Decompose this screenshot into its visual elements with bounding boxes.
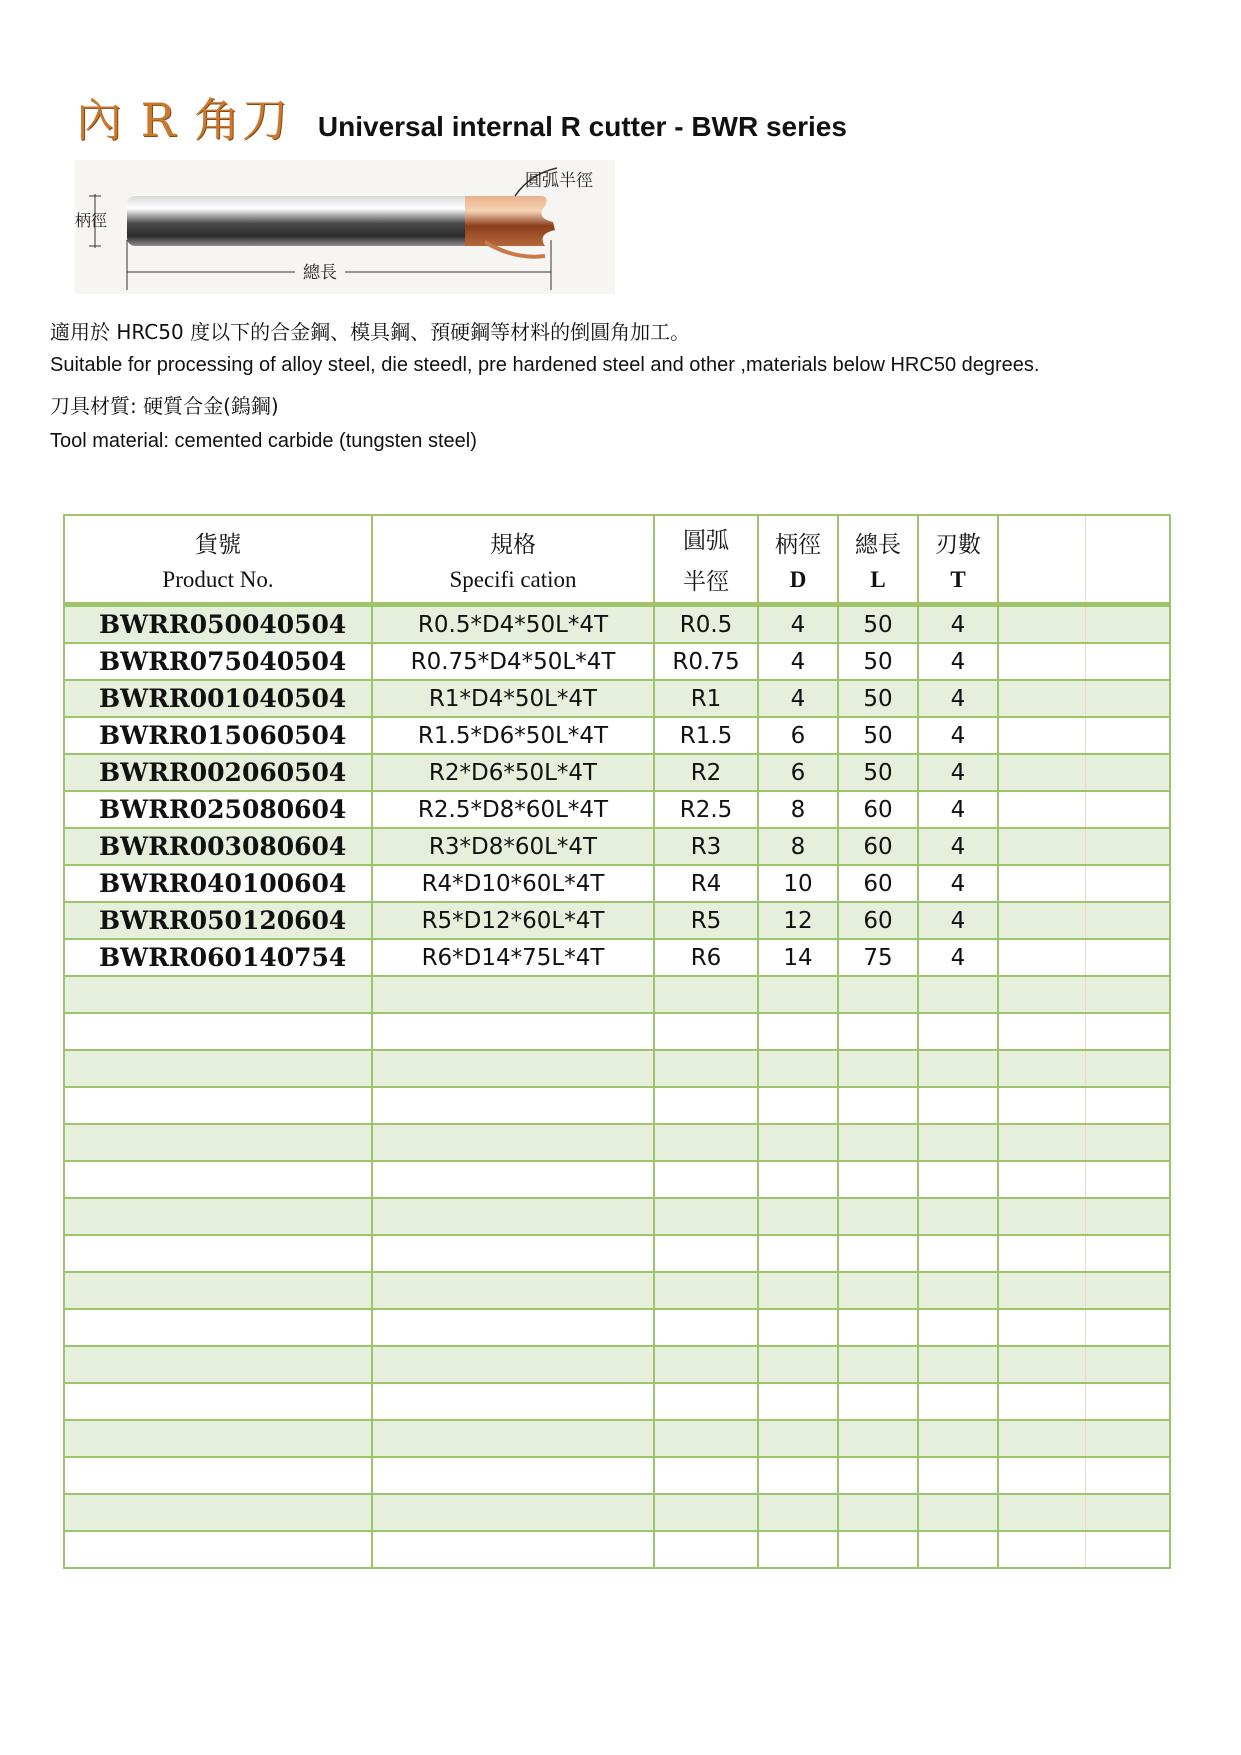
arc-radius-cell [654, 1198, 758, 1235]
blank-cell [998, 902, 1170, 939]
table-row [64, 643, 1170, 680]
arc-radius-cell [654, 1457, 758, 1494]
flutes-cell [918, 1346, 998, 1383]
header-product-no [64, 515, 372, 605]
flutes-cell [918, 976, 998, 1013]
product-no-cell [64, 1013, 372, 1050]
table-row [64, 605, 1170, 644]
table-header-row [64, 515, 1170, 605]
length-cell [838, 1420, 918, 1457]
header-length [838, 515, 918, 605]
blank-cell [998, 828, 1170, 865]
flutes-cell [918, 1087, 998, 1124]
length-cell [838, 1235, 918, 1272]
blank-cell [998, 717, 1170, 754]
cutter-shank [127, 196, 515, 246]
flutes-cell [918, 1309, 998, 1346]
flutes-cell [918, 1457, 998, 1494]
specification-cell: R0.5*D4*50L*4T [372, 605, 654, 644]
header-label-en: L [870, 566, 886, 592]
header-arc-radius [654, 515, 758, 605]
arc-radius-cell [654, 976, 758, 1013]
table-row [64, 1420, 1170, 1457]
material-cn: 刀具材質: 硬質合金(鎢鋼) [50, 394, 279, 418]
product-no-cell [64, 1494, 372, 1531]
length-cell: 50 [838, 717, 918, 754]
table-row [64, 1494, 1170, 1531]
header-label-en: 半徑 [683, 569, 729, 595]
shank-dia-cell [758, 1531, 838, 1568]
table-row [64, 717, 1170, 754]
flutes-cell [918, 1235, 998, 1272]
product-no-cell [64, 1420, 372, 1457]
specification-cell: R2.5*D8*60L*4T [372, 791, 654, 828]
shank-dia-cell [758, 1383, 838, 1420]
product-no-cell: BWRR060140754 [64, 939, 372, 976]
arc-radius-cell [654, 1420, 758, 1457]
length-cell: 60 [838, 828, 918, 865]
header-label-en: Specifi cation [449, 566, 577, 592]
header-label-en: Product No. [162, 566, 274, 592]
flutes-cell [918, 1383, 998, 1420]
shank-dia-cell: 14 [758, 939, 838, 976]
shank-dia-cell [758, 1161, 838, 1198]
flutes-cell [918, 1050, 998, 1087]
blank-cell [998, 1272, 1170, 1309]
product-no-cell [64, 1050, 372, 1087]
blank-cell [998, 605, 1170, 644]
flutes-cell [918, 1124, 998, 1161]
arc-radius-cell: R1.5 [654, 717, 758, 754]
length-cell: 50 [838, 643, 918, 680]
blank-cell [998, 1383, 1170, 1420]
arc-radius-cell: R5 [654, 902, 758, 939]
specification-cell: R1*D4*50L*4T [372, 680, 654, 717]
blank-cell [998, 1457, 1170, 1494]
label-total-length: 總長 [303, 263, 337, 283]
label-shank-diameter: 柄徑 [75, 211, 108, 230]
header-blank [998, 515, 1170, 605]
product-no-cell: BWRR002060504 [64, 754, 372, 791]
shank-dia-cell [758, 1087, 838, 1124]
arc-radius-cell [654, 1309, 758, 1346]
product-no-cell [64, 1531, 372, 1568]
flutes-cell: 4 [918, 902, 998, 939]
shank-dia-cell [758, 1420, 838, 1457]
blank-cell [998, 1346, 1170, 1383]
product-no-cell [64, 1124, 372, 1161]
table-row [64, 902, 1170, 939]
length-cell: 75 [838, 939, 918, 976]
specification-cell: R3*D8*60L*4T [372, 828, 654, 865]
table-row [64, 791, 1170, 828]
length-cell [838, 1124, 918, 1161]
arc-radius-cell [654, 1494, 758, 1531]
blank-cell [998, 643, 1170, 680]
flutes-cell [918, 1013, 998, 1050]
table-row [64, 1235, 1170, 1272]
specification-cell: R0.75*D4*50L*4T [372, 643, 654, 680]
flutes-cell [918, 1420, 998, 1457]
label-arc-radius: 圓弧半徑 [525, 171, 593, 191]
flutes-cell [918, 1161, 998, 1198]
cutter-coated-head [465, 196, 555, 246]
product-no-cell [64, 1235, 372, 1272]
specification-cell: R2*D6*50L*4T [372, 754, 654, 791]
arc-radius-cell [654, 1346, 758, 1383]
flutes-cell: 4 [918, 754, 998, 791]
table-row [64, 1013, 1170, 1050]
table-row [64, 1272, 1170, 1309]
table-row [64, 1457, 1170, 1494]
shank-dia-cell: 12 [758, 902, 838, 939]
table-row [64, 1124, 1170, 1161]
specification-cell: R5*D12*60L*4T [372, 902, 654, 939]
table-row [64, 1346, 1170, 1383]
length-cell: 60 [838, 791, 918, 828]
table-row [64, 939, 1170, 976]
shank-dia-cell [758, 1235, 838, 1272]
specification-cell [372, 976, 654, 1013]
flutes-cell: 4 [918, 791, 998, 828]
shank-dia-cell [758, 1494, 838, 1531]
product-no-cell [64, 1198, 372, 1235]
length-cell [838, 1087, 918, 1124]
shank-dia-cell: 10 [758, 865, 838, 902]
blank-cell [998, 1420, 1170, 1457]
shank-dia-cell: 6 [758, 717, 838, 754]
specification-cell [372, 1494, 654, 1531]
specification-cell [372, 1346, 654, 1383]
header-label-cn: 刃數 [935, 531, 981, 558]
length-cell [838, 1494, 918, 1531]
shank-dia-cell: 8 [758, 828, 838, 865]
product-no-cell [64, 1457, 372, 1494]
flutes-cell: 4 [918, 865, 998, 902]
blank-cell [998, 1494, 1170, 1531]
product-no-cell [64, 1346, 372, 1383]
shank-dia-cell: 6 [758, 754, 838, 791]
specification-cell [372, 1198, 654, 1235]
table-row [64, 1309, 1170, 1346]
blank-cell [998, 1124, 1170, 1161]
blank-cell [998, 865, 1170, 902]
shank-dia-cell [758, 1050, 838, 1087]
spec-table [63, 514, 1171, 1569]
specification-cell [372, 1235, 654, 1272]
arc-radius-cell: R2 [654, 754, 758, 791]
length-cell [838, 1272, 918, 1309]
length-cell: 60 [838, 902, 918, 939]
header-flutes [918, 515, 998, 605]
product-no-cell [64, 1272, 372, 1309]
arc-radius-cell [654, 1531, 758, 1568]
length-cell: 50 [838, 605, 918, 644]
blank-cell [998, 791, 1170, 828]
shank-dia-cell: 4 [758, 680, 838, 717]
product-no-cell: BWRR075040504 [64, 643, 372, 680]
page-header [76, 84, 847, 147]
shank-dia-cell [758, 1124, 838, 1161]
blank-cell [998, 939, 1170, 976]
length-cell [838, 1531, 918, 1568]
flutes-cell [918, 1198, 998, 1235]
specification-cell: R6*D14*75L*4T [372, 939, 654, 976]
title-english: Universal internal R cutter - BWR series [317, 111, 847, 142]
blank-cell [998, 1050, 1170, 1087]
header-label-en: T [950, 566, 966, 592]
shank-dia-cell [758, 1013, 838, 1050]
table-row [64, 1161, 1170, 1198]
arc-radius-cell [654, 1124, 758, 1161]
length-cell [838, 1346, 918, 1383]
shank-dia-cell [758, 1457, 838, 1494]
shank-dia-cell [758, 976, 838, 1013]
arc-radius-cell: R2.5 [654, 791, 758, 828]
shank-dia-cell: 4 [758, 605, 838, 644]
length-cell: 50 [838, 680, 918, 717]
header-specification [372, 515, 654, 605]
blank-cell [998, 1235, 1170, 1272]
length-cell [838, 1457, 918, 1494]
length-cell: 50 [838, 754, 918, 791]
table-row [64, 828, 1170, 865]
product-no-cell [64, 976, 372, 1013]
specification-cell [372, 1309, 654, 1346]
blank-cell [998, 976, 1170, 1013]
product-no-cell: BWRR003080604 [64, 828, 372, 865]
flutes-cell: 4 [918, 828, 998, 865]
arc-radius-cell: R0.75 [654, 643, 758, 680]
arc-radius-cell: R6 [654, 939, 758, 976]
specification-cell [372, 1383, 654, 1420]
blank-cell [998, 1198, 1170, 1235]
description-cn: 適用於 HRC50 度以下的合金鋼、模具鋼、預硬鋼等材料的倒圓角加工。 [50, 320, 691, 344]
header-label-cn: 圓弧 [683, 528, 729, 554]
arc-radius-cell: R3 [654, 828, 758, 865]
shank-dia-cell [758, 1272, 838, 1309]
table-row [64, 865, 1170, 902]
arc-radius-cell [654, 1272, 758, 1309]
blank-cell [998, 1309, 1170, 1346]
table-row [64, 1050, 1170, 1087]
product-no-cell [64, 1309, 372, 1346]
blank-cell [998, 1161, 1170, 1198]
table-body [64, 605, 1170, 1569]
arc-radius-cell: R4 [654, 865, 758, 902]
product-no-cell: BWRR040100604 [64, 865, 372, 902]
specification-cell [372, 1457, 654, 1494]
specification-cell [372, 1050, 654, 1087]
length-cell: 60 [838, 865, 918, 902]
product-no-cell [64, 1161, 372, 1198]
blank-cell [998, 1531, 1170, 1568]
flutes-cell [918, 1272, 998, 1309]
length-cell [838, 1309, 918, 1346]
product-no-cell: BWRR001040504 [64, 680, 372, 717]
table-row [64, 1198, 1170, 1235]
header-shank-dia [758, 515, 838, 605]
specification-cell [372, 1531, 654, 1568]
specification-cell [372, 1420, 654, 1457]
length-cell [838, 1050, 918, 1087]
product-no-cell [64, 1383, 372, 1420]
flutes-cell: 4 [918, 680, 998, 717]
length-cell [838, 1013, 918, 1050]
table-row [64, 754, 1170, 791]
shank-dia-cell: 4 [758, 643, 838, 680]
arc-radius-cell [654, 1235, 758, 1272]
length-cell [838, 1383, 918, 1420]
header-label-cn: 貨號 [195, 531, 241, 558]
specification-cell [372, 1087, 654, 1124]
blank-cell [998, 680, 1170, 717]
specification-cell: R1.5*D6*50L*4T [372, 717, 654, 754]
shank-dia-cell [758, 1346, 838, 1383]
arc-radius-cell [654, 1050, 758, 1087]
table-row [64, 680, 1170, 717]
specification-cell [372, 1272, 654, 1309]
arc-radius-cell [654, 1161, 758, 1198]
arc-radius-cell: R1 [654, 680, 758, 717]
length-cell [838, 976, 918, 1013]
product-no-cell: BWRR025080604 [64, 791, 372, 828]
arc-radius-cell [654, 1383, 758, 1420]
cutter-diagram [75, 160, 615, 294]
header-label-cn: 柄徑 [775, 531, 821, 558]
specification-cell: R4*D10*60L*4T [372, 865, 654, 902]
product-no-cell: BWRR050040504 [64, 605, 372, 644]
shank-dia-cell [758, 1309, 838, 1346]
arc-radius-cell [654, 1087, 758, 1124]
length-cell [838, 1198, 918, 1235]
flutes-cell: 4 [918, 717, 998, 754]
table-row [64, 1087, 1170, 1124]
table-row [64, 976, 1170, 1013]
flutes-cell: 4 [918, 643, 998, 680]
material-en: Tool material: cemented carbide (tungsten steel) [50, 430, 477, 452]
header-label-en: D [789, 566, 807, 592]
length-cell [838, 1161, 918, 1198]
shank-dia-cell [758, 1198, 838, 1235]
flutes-cell: 4 [918, 605, 998, 644]
specification-cell [372, 1013, 654, 1050]
description-en: Suitable for processing of alloy steel, die steedl, pre hardened steel and other ,materials below HRC50 degrees. [50, 354, 1040, 376]
flutes-cell: 4 [918, 939, 998, 976]
header-label-cn: 規格 [490, 531, 536, 558]
product-no-cell: BWRR015060504 [64, 717, 372, 754]
product-no-cell: BWRR050120604 [64, 902, 372, 939]
blank-cell [998, 754, 1170, 791]
header-label-cn: 總長 [855, 531, 901, 558]
title-chinese: 內 R 角刀 [76, 93, 290, 147]
specification-cell [372, 1124, 654, 1161]
blank-cell [998, 1087, 1170, 1124]
flutes-cell [918, 1531, 998, 1568]
shank-dia-cell: 8 [758, 791, 838, 828]
specification-cell [372, 1161, 654, 1198]
table-row [64, 1383, 1170, 1420]
blank-cell [998, 1013, 1170, 1050]
arc-radius-cell: R0.5 [654, 605, 758, 644]
table-row [64, 1531, 1170, 1568]
flutes-cell [918, 1494, 998, 1531]
product-no-cell [64, 1087, 372, 1124]
arc-radius-cell [654, 1013, 758, 1050]
